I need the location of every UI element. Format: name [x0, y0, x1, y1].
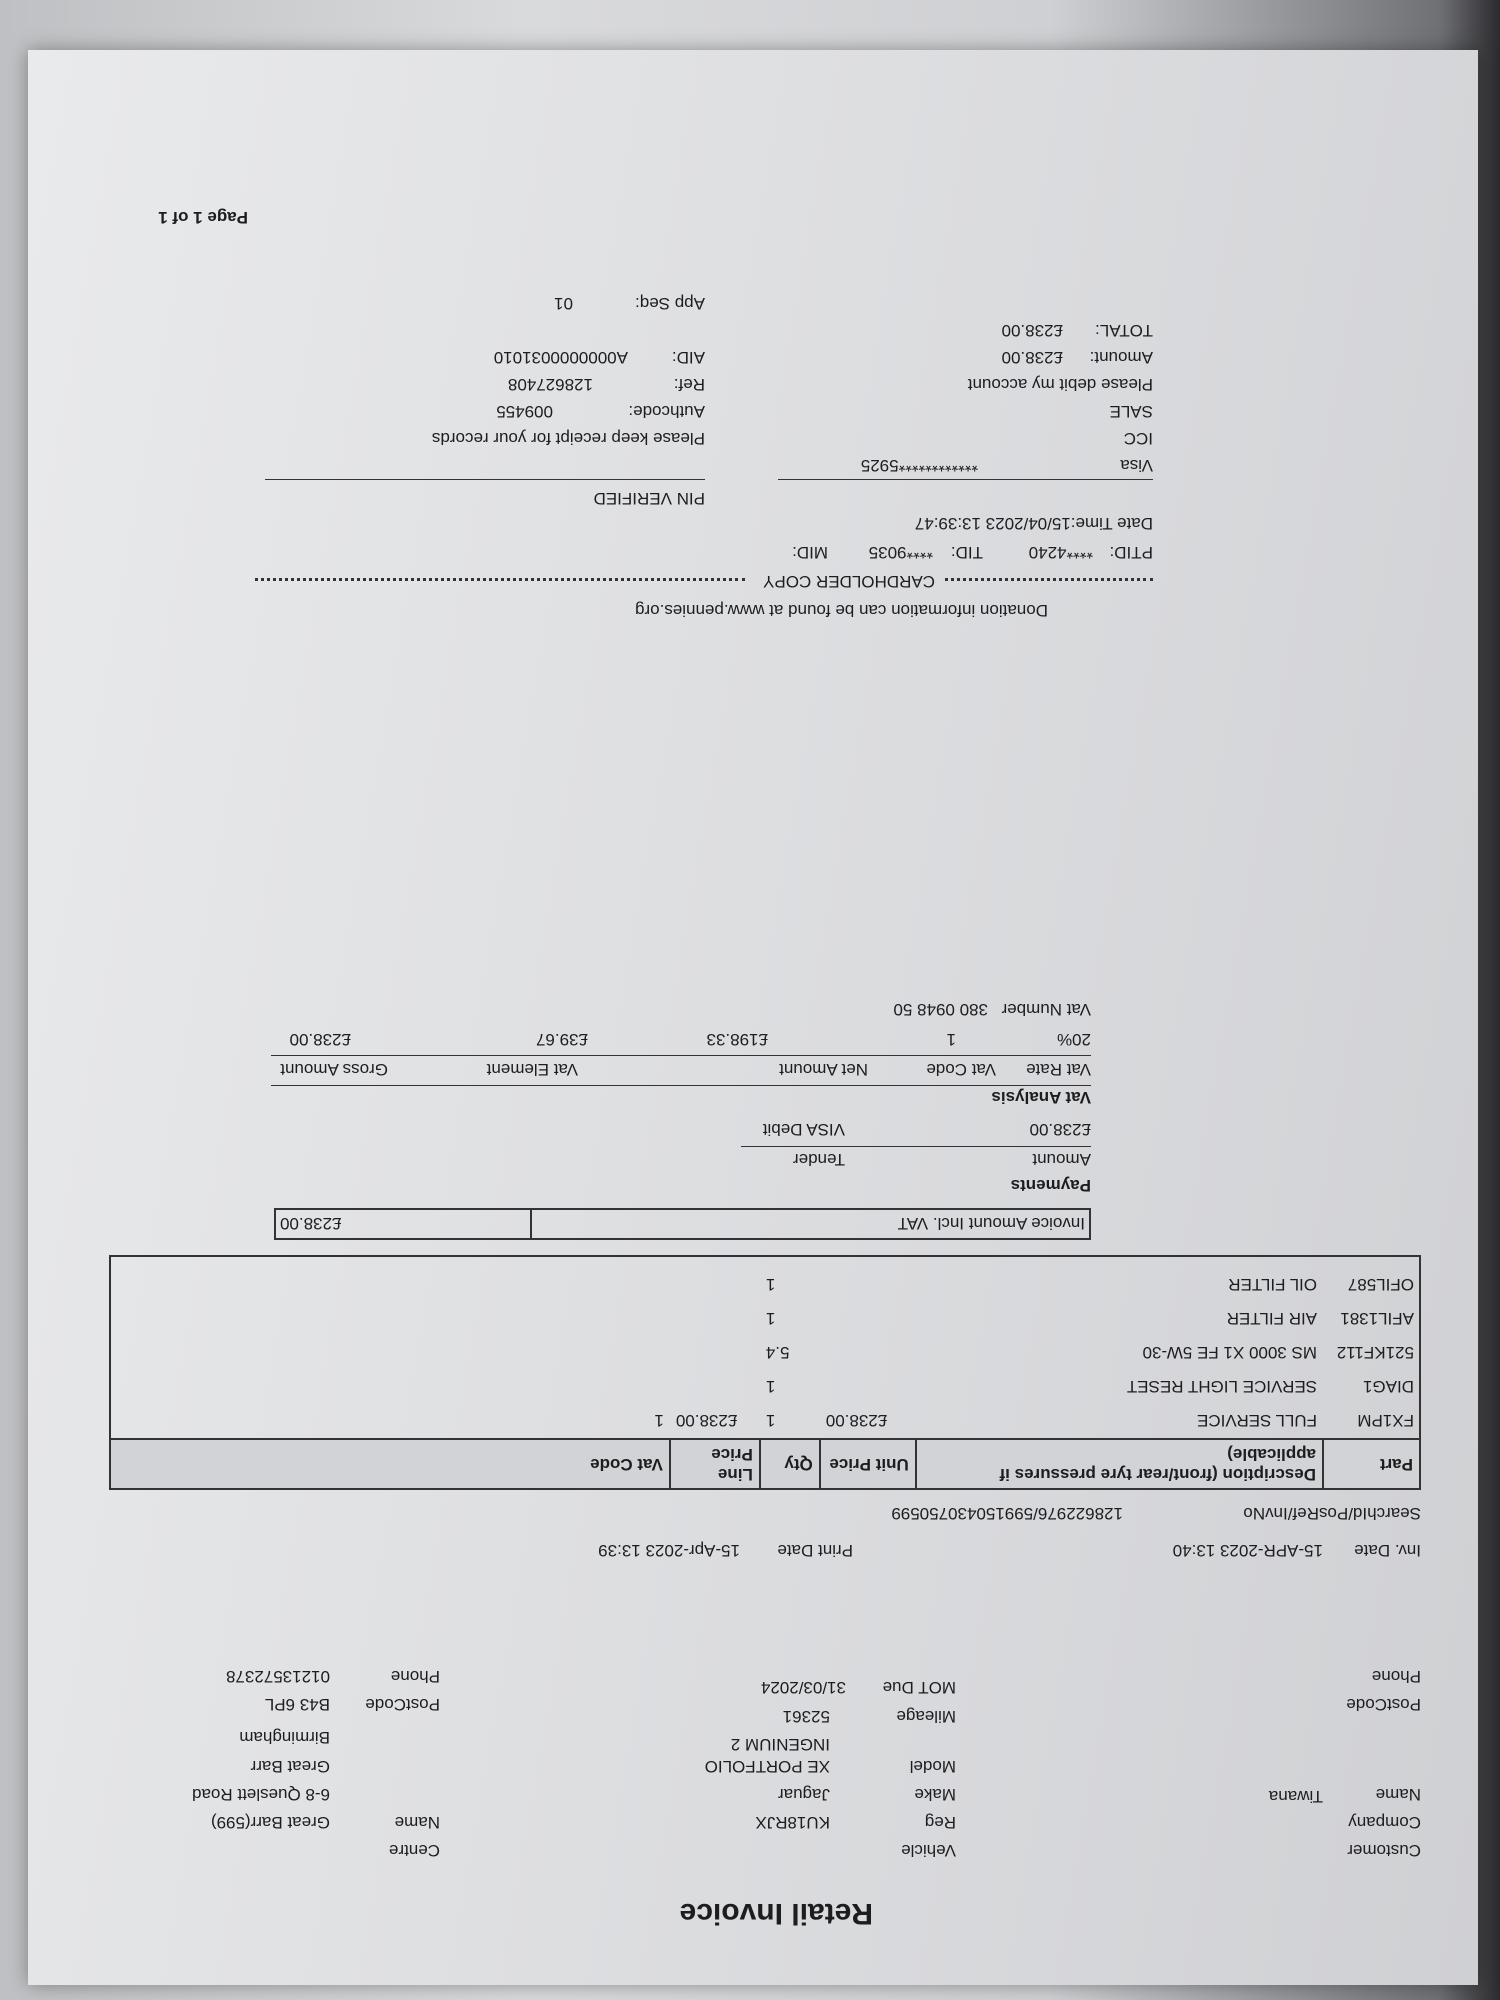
header-part: Part — [1323, 1439, 1420, 1489]
vehicle-model-value-2: INGENIUM 2 — [730, 1735, 830, 1754]
cell-description: MS 3000 X1 FE 5W-30 — [1142, 1343, 1318, 1362]
customer-phone-label: Phone — [1371, 1667, 1421, 1686]
vehicle-make-label: Make — [914, 1785, 956, 1804]
cell-vat-code — [110, 1335, 670, 1369]
cardholder-rule-right — [255, 578, 745, 581]
cell-line-price: £238.00 — [675, 1411, 738, 1430]
cell-description: OIL FILTER — [1228, 1275, 1318, 1294]
inv-date-label: Inv. Date — [1354, 1541, 1421, 1560]
cell-description: FULL SERVICE — [1197, 1411, 1318, 1430]
cell-vat-code — [110, 1267, 670, 1301]
search-ref-value: 128622976/599150430750599 — [891, 1504, 1123, 1523]
customer-heading: Customer — [1347, 1841, 1421, 1860]
ptid-label: PTID: — [1109, 543, 1153, 562]
header-qty: Qty — [760, 1439, 820, 1489]
cell-qty: 5.4 — [765, 1343, 790, 1362]
sale-text: SALE — [1109, 402, 1153, 421]
print-date-label: Print Date — [777, 1541, 853, 1560]
receipt-rule-left — [778, 479, 1153, 480]
vat-header-net: Net Amount — [779, 1060, 868, 1079]
cell-line-price — [670, 1301, 760, 1335]
vat-row-element: £39.67 — [536, 1030, 588, 1049]
customer-postcode-label: PostCode — [1346, 1695, 1421, 1714]
ptid-value: ****4240 — [1028, 543, 1093, 562]
cell-qty: 1 — [765, 1275, 776, 1294]
customer-company-label: Company — [1348, 1813, 1421, 1832]
cell-part: DIAG1 — [1362, 1377, 1414, 1396]
transaction-datetime: Date Time:15/04/2023 13:39:47 — [914, 514, 1153, 533]
vat-row-rate: 20% — [1056, 1030, 1091, 1049]
total-value: £238.00 — [1001, 321, 1063, 340]
vehicle-heading: Vehicle — [901, 1841, 956, 1860]
cell-vat-code — [110, 1301, 670, 1335]
cardholder-copy-text: CARDHOLDER COPY — [763, 572, 935, 591]
table-row — [110, 1335, 1420, 1369]
print-date-value: 15-Apr-2023 13:39 — [598, 1541, 740, 1560]
invoice-total-label: Invoice Amount Incl. VAT — [897, 1214, 1085, 1233]
search-ref-label: SearchId/PosRef/InvNo — [1243, 1504, 1421, 1523]
cell-qty: 1 — [765, 1377, 776, 1396]
ref-value: 128627408 — [507, 375, 593, 394]
payments-amount-label: Amount — [1032, 1150, 1091, 1169]
centre-postcode-label: PostCode — [365, 1695, 440, 1714]
app-seq-label: App Seq: — [635, 294, 705, 313]
vat-number-value: 380 0948 50 — [893, 1000, 988, 1019]
tid-label: TID: — [950, 543, 983, 562]
invoice-total-divider — [530, 1210, 532, 1238]
pin-verified-text: PIN VERIFIED — [593, 489, 705, 508]
keep-receipt-text: Please keep receipt for your records — [431, 429, 705, 448]
vehicle-make-value: Jaguar — [778, 1785, 830, 1804]
aid-value: A0000000031010 — [493, 348, 628, 367]
centre-name-value: Great Barr(599) — [210, 1813, 330, 1832]
cell-line-price — [670, 1267, 760, 1301]
centre-address-3: Birmingham — [239, 1728, 330, 1747]
authcode-value: 009455 — [496, 402, 553, 421]
cell-part: FX1PM — [1357, 1411, 1414, 1430]
vat-header-gross: Gross Amount — [280, 1060, 388, 1079]
receipt-rule-right — [265, 479, 705, 480]
amount-label: Amount: — [1089, 348, 1153, 367]
centre-heading: Centre — [388, 1841, 440, 1860]
centre-name-label: Name — [394, 1813, 440, 1832]
cell-part: 521KF112 — [1336, 1343, 1414, 1362]
tid-value: ****9035 — [868, 543, 933, 562]
app-seq-value: 01 — [554, 294, 573, 313]
cell-vat-code: 1 — [654, 1411, 664, 1430]
card-number-masked: ************5925 — [860, 456, 978, 475]
table-row — [110, 1267, 1420, 1301]
vehicle-mileage-value: 52361 — [782, 1707, 830, 1726]
cell-vat-code — [110, 1369, 670, 1403]
card-type: Visa — [1120, 456, 1153, 475]
invoice-paper — [28, 50, 1478, 1985]
cell-description: SERVICE LIGHT RESET — [1126, 1377, 1318, 1396]
payments-tender-label: Tender — [793, 1150, 845, 1169]
centre-address-1: 6-8 Queslett Road — [192, 1785, 330, 1804]
vehicle-mot-value: 31/03/2024 — [760, 1678, 846, 1697]
vat-header-code: Vat Code — [926, 1060, 996, 1079]
cell-line-price — [670, 1335, 760, 1369]
vehicle-model-value-1: XE PORTFOLIO — [704, 1757, 830, 1776]
table-row — [110, 1369, 1420, 1403]
customer-name-value: Tiwana — [1268, 1787, 1323, 1806]
invoice-page — [28, 50, 1478, 1985]
table-row — [110, 1403, 1420, 1439]
payments-amount-value: £238.00 — [1029, 1120, 1091, 1139]
mid-label: MID: — [792, 543, 828, 562]
payments-rule — [741, 1146, 1091, 1147]
vat-header-rate: Vat Rate — [1026, 1060, 1091, 1079]
page-indicator: Page 1 of 1 — [158, 208, 248, 227]
invoice-total-box — [274, 1208, 1091, 1240]
vehicle-reg-value: KU18RJX — [755, 1813, 830, 1832]
cell-unit-price — [820, 1267, 916, 1301]
vehicle-mileage-label: Mileage — [896, 1707, 956, 1726]
centre-address-2: Great Barr — [250, 1757, 330, 1776]
cardholder-rule-left — [945, 578, 1153, 581]
cell-line-price — [670, 1369, 760, 1403]
vehicle-mot-label: MOT Due — [882, 1678, 956, 1697]
centre-phone-label: Phone — [390, 1667, 440, 1686]
vehicle-reg-label: Reg — [924, 1813, 956, 1832]
vat-number-label: Vat Number — [1001, 1000, 1091, 1019]
donation-text: Donation information can be found at www.pennies.org — [635, 601, 1048, 620]
customer-name-label: Name — [1375, 1785, 1421, 1804]
vehicle-model-label: Model — [909, 1757, 956, 1776]
table-row — [110, 1301, 1420, 1335]
aid-label: AID: — [671, 348, 705, 367]
cell-unit-price — [820, 1369, 916, 1403]
cell-part: AFIL1381 — [1340, 1309, 1414, 1328]
authcode-label: Authcode: — [628, 402, 705, 421]
debit-account-text: Please debit my account — [967, 375, 1153, 394]
ref-label: Ref: — [673, 375, 705, 394]
vat-analysis-rule-bottom — [271, 1055, 1091, 1056]
cell-unit-price — [820, 1335, 916, 1369]
cell-qty: 1 — [765, 1411, 776, 1430]
icc-text: ICC — [1123, 429, 1153, 448]
page-title: Retail Invoice — [679, 1897, 873, 1930]
total-label: TOTAL: — [1095, 321, 1153, 340]
header-vat-code: Vat Code — [110, 1439, 670, 1489]
cell-part: OFIL587 — [1347, 1275, 1414, 1294]
header-unit-price: Unit Price — [820, 1439, 916, 1489]
vat-analysis-rule-top — [271, 1085, 1091, 1086]
vat-header-element: Vat Element — [486, 1060, 578, 1079]
items-table — [109, 1267, 1421, 1490]
vat-row-gross: £238.00 — [289, 1030, 351, 1049]
centre-postcode-value: B43 6PL — [264, 1695, 330, 1714]
vat-row-net: £198.33 — [706, 1030, 768, 1049]
cell-unit-price — [820, 1301, 916, 1335]
items-header-row — [110, 1439, 1420, 1489]
vat-analysis-heading: Vat Analysis — [991, 1088, 1091, 1107]
cell-qty: 1 — [765, 1309, 776, 1328]
header-description: Description (front/rear tyre pressures if applicable) — [916, 1439, 1323, 1489]
cell-description: AIR FILTER — [1226, 1309, 1318, 1328]
amount-value: £238.00 — [1001, 348, 1063, 367]
cell-unit-price: £238.00 — [825, 1411, 888, 1430]
payments-tender-value: VISA Debit — [762, 1120, 845, 1139]
centre-phone-value: 01213572378 — [225, 1667, 330, 1686]
invoice-total-value: £238.00 — [280, 1214, 342, 1233]
payments-heading: Payments — [1010, 1176, 1091, 1195]
header-line-price: Line Price — [670, 1439, 760, 1489]
inv-date-value: 15-APR-2023 13:40 — [1172, 1541, 1323, 1560]
vat-row-code: 1 — [946, 1030, 956, 1049]
